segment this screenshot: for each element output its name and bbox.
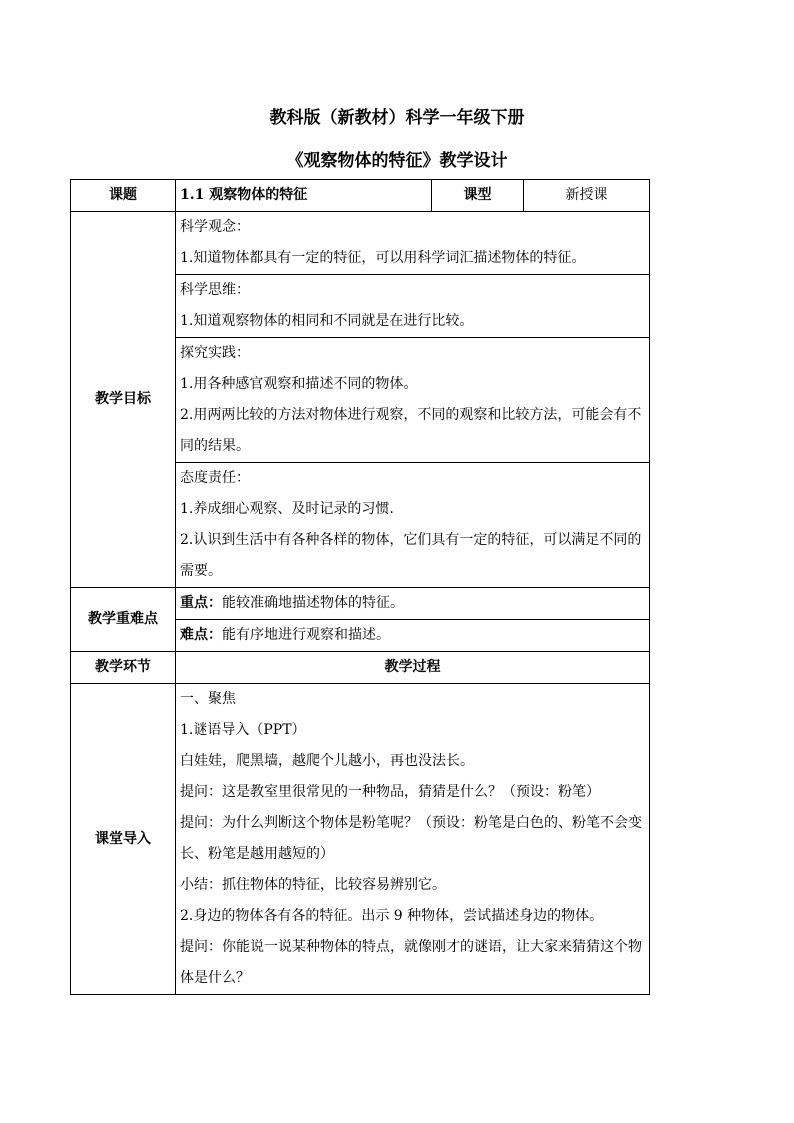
objective-item: 1.用各种感官观察和描述不同的物体。 xyxy=(180,376,418,392)
key-points-row xyxy=(71,588,650,620)
difficulty-tag: 难点： xyxy=(180,627,222,643)
intro-content xyxy=(176,684,650,995)
lesson-plan-table xyxy=(70,179,650,995)
focus-tag: 重点： xyxy=(180,595,222,611)
objective-item: 1.知道观察物体的相同和不同就是在进行比较。 xyxy=(180,313,474,329)
focus-cell xyxy=(176,588,650,620)
intro-line: 提问：这是教室里很常见的一种物品，猜猜是什么？（预设：粉笔） xyxy=(180,784,600,800)
topic-label: 课题 xyxy=(71,180,176,212)
type-label: 课型 xyxy=(432,180,524,212)
process-header: 教学过程 xyxy=(176,652,650,684)
objective-heading: 态度责任： xyxy=(180,470,250,486)
intro-line: 小结：抓住物体的特征，比较容易辨别它。 xyxy=(180,877,446,893)
objective-heading: 科学思维： xyxy=(180,282,250,298)
objective-section xyxy=(176,338,650,463)
objective-item: 1.知道物体都具有一定的特征，可以用科学词汇描述物体的特征。 xyxy=(180,250,586,266)
topic-row xyxy=(71,180,650,212)
key-points-label: 教学重难点 xyxy=(71,588,176,652)
focus-text: 能较准确地描述物体的特征。 xyxy=(222,595,404,611)
objective-item: 2.认识到生活中有各种各样的物体，它们具有一定的特征，可以满足不同的需要。 xyxy=(180,532,642,579)
intro-line: 一、聚焦 xyxy=(180,691,236,707)
difficulty-text: 能有序地进行观察和描述。 xyxy=(222,627,390,643)
objective-section xyxy=(176,212,650,275)
objective-section xyxy=(176,275,650,338)
intro-line: 2.身边的物体各有各的特征。出示 9 种物体，尝试描述身边的物体。 xyxy=(180,908,604,924)
document-title: 教科版（新教材）科学一年级下册 xyxy=(269,108,525,128)
objective-item: 2.用两两比较的方法对物体进行观察，不同的观察和比较方法，可能会有不同的结果。 xyxy=(180,407,642,454)
difficulty-cell xyxy=(176,620,650,652)
document-subtitle: 《观察物体的特征》教学设计 xyxy=(286,151,508,171)
intro-line: 提问：为什么判断这个物体是粉笔呢？（预设：粉笔是白色的、粉笔不会变长、粉笔是越用越短的） xyxy=(180,815,642,862)
intro-line: 白娃娃，爬黑墙，越爬个儿越小，再也没法长。 xyxy=(180,753,474,769)
process-header-row xyxy=(71,652,650,684)
intro-label: 课堂导入 xyxy=(71,684,176,995)
type-value: 新授课 xyxy=(524,180,650,212)
objective-section xyxy=(176,463,650,588)
intro-line: 提问：你能说一说某种物体的特点，就像刚才的谜语，让大家来猜猜这个物体是什么？ xyxy=(180,939,642,986)
topic-value: 1.1 观察物体的特征 xyxy=(176,180,432,212)
objective-heading: 科学观念： xyxy=(180,219,250,235)
objective-item: 1.养成细心观察、及时记录的习惯. xyxy=(180,501,394,517)
objectives-label: 教学目标 xyxy=(71,212,176,588)
objectives-row xyxy=(71,212,650,275)
stage-header: 教学环节 xyxy=(71,652,176,684)
intro-row xyxy=(71,684,650,995)
objective-heading: 探究实践： xyxy=(180,345,250,361)
intro-line: 1.谜语导入（PPT） xyxy=(180,722,306,738)
